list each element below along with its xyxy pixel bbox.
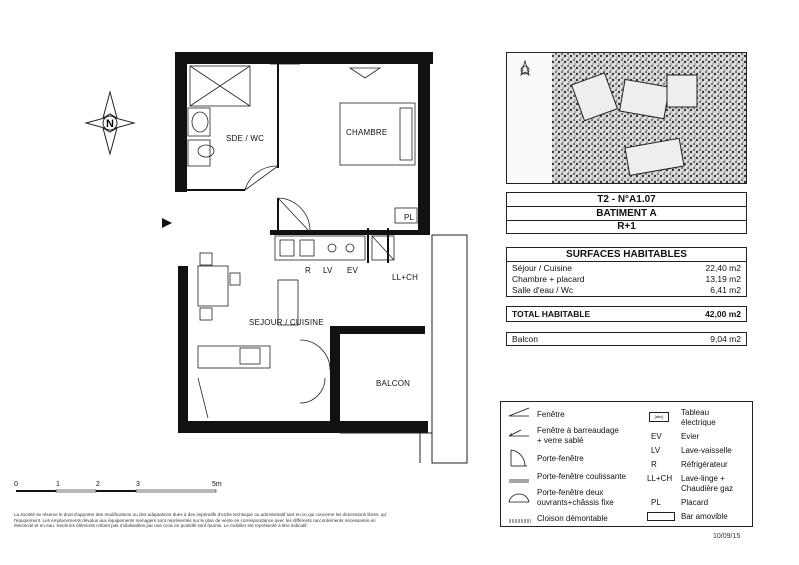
disclaimer-line: l'équipement. Les emplacements dévolus aux équipements ménagers sont représentés sur le plan de vente en correspondance avec les différents raccordements nécessaires en bbox=[14, 517, 376, 523]
removable-bar-icon bbox=[647, 512, 675, 521]
balcon-label: Balcon bbox=[512, 334, 538, 344]
total-label: TOTAL HABITABLE bbox=[512, 309, 591, 319]
sofa bbox=[198, 346, 270, 418]
legend-code: R bbox=[651, 460, 657, 469]
site-map bbox=[506, 52, 747, 184]
surface-value: 13,19 m2 bbox=[705, 274, 741, 284]
bathroom-fixtures bbox=[188, 108, 214, 166]
entrance-arrow-icon bbox=[162, 218, 172, 228]
aerial-photo-icon bbox=[507, 53, 747, 184]
room-label-sejour-cuisine: SEJOUR / CUISINE bbox=[249, 318, 324, 327]
room-label-r: R bbox=[305, 266, 311, 275]
scale-tick-3: 3 bbox=[136, 481, 140, 488]
legend-label: Réfrigérateur bbox=[681, 460, 728, 469]
balcon-row bbox=[507, 334, 746, 344]
barred-window-icon bbox=[509, 430, 529, 436]
plan-date: 10/09/15 bbox=[713, 533, 741, 540]
room-label-sde-wc: SDE / WC bbox=[226, 134, 265, 143]
disclaimer bbox=[14, 512, 494, 529]
legend-symbols bbox=[507, 406, 533, 526]
surfaces-header: SURFACES HABITABLES bbox=[507, 249, 746, 262]
info-title: T2 - N°A1.07 bbox=[507, 194, 746, 207]
window-icon bbox=[509, 408, 529, 416]
french-window-icon bbox=[511, 450, 527, 466]
scale-tick-5m: 5m bbox=[212, 481, 222, 488]
room-label-ev: EV bbox=[347, 266, 359, 275]
room-label-pl: PL bbox=[404, 213, 415, 222]
legend-label: ouvrants+châssis fixe bbox=[537, 498, 614, 507]
double-french-window-icon bbox=[509, 494, 529, 502]
surface-label: Séjour / Cuisine bbox=[512, 263, 573, 273]
disclaimer-line: électricité et en eau. Seuls les éléments n'étant pas mobilisables par une croix en pointillé sont fournis. Le mobilier est représenté à titre indicatif. bbox=[14, 523, 308, 529]
scale-tick-2: 2 bbox=[96, 481, 100, 488]
legend-label: Porte-fenêtre deux bbox=[537, 488, 604, 497]
balcon-box bbox=[506, 332, 747, 346]
surface-label: Chambre + placard bbox=[512, 274, 585, 284]
legend-label: Evier bbox=[681, 432, 700, 441]
sliding-door-icon bbox=[509, 480, 529, 482]
legend-label: Tableau bbox=[681, 408, 710, 417]
doors bbox=[245, 68, 380, 403]
scale-tick-1: 1 bbox=[56, 481, 60, 488]
legend-box bbox=[500, 401, 753, 527]
dining-table bbox=[198, 253, 298, 325]
compass bbox=[82, 88, 138, 158]
surface-row bbox=[507, 274, 746, 284]
room-label-llch: LL+CH bbox=[392, 273, 419, 282]
legend-label: Cloison démontable bbox=[537, 514, 608, 523]
scale-bar bbox=[12, 480, 232, 494]
info-floor: R+1 bbox=[617, 221, 636, 232]
legend-label: Porte-fenêtre coulissante bbox=[537, 472, 626, 481]
surface-value: 6,41 m2 bbox=[710, 285, 741, 295]
legend-label: Placard bbox=[681, 498, 709, 507]
room-label-lv: LV bbox=[323, 266, 333, 275]
shower bbox=[190, 66, 250, 106]
surfaces-box bbox=[506, 247, 747, 297]
legend-code: PL bbox=[651, 498, 661, 507]
legend-label: Porte-fenêtre bbox=[537, 454, 584, 463]
room-label-chambre: CHAMBRE bbox=[346, 128, 388, 137]
legend-label: Lave-vaisselle bbox=[681, 446, 732, 455]
total-row bbox=[507, 309, 746, 319]
surface-value: 22,40 m2 bbox=[705, 263, 741, 273]
legend-code: EV bbox=[651, 432, 662, 441]
info-building: BATIMENT A bbox=[507, 207, 746, 221]
surface-row bbox=[507, 263, 746, 273]
total-value: 42,00 m2 bbox=[705, 309, 741, 319]
surface-label: Salle d'eau / Wc bbox=[512, 285, 574, 295]
surface-row bbox=[507, 285, 746, 295]
legend-label: Fenêtre à barreaudage bbox=[537, 426, 619, 435]
total-box bbox=[506, 306, 747, 322]
legend-code: LV bbox=[651, 446, 661, 455]
legend-label: + verre sablé bbox=[537, 436, 584, 445]
legend-label: Chaudière gaz bbox=[681, 484, 734, 493]
room-label-balcon: BALCON bbox=[376, 379, 411, 388]
removable-partition-icon bbox=[509, 520, 531, 522]
legend-label: Fenêtre bbox=[537, 410, 565, 419]
balcon-value: 9,04 m2 bbox=[710, 334, 741, 344]
kitchen bbox=[275, 236, 394, 260]
legend-label: électrique bbox=[681, 418, 716, 427]
info-box bbox=[506, 192, 747, 234]
disclaimer-line: La société se réserve le droit d'apporter des modifications ou des adaptations dues à des impératifs d'ordre technique ou administratif tant en ce qui concerne les dimensions libres, qu' bbox=[14, 512, 387, 517]
floor-plan bbox=[150, 48, 470, 468]
compass-letter: N bbox=[106, 118, 114, 130]
legend-code: LL+CH bbox=[647, 474, 673, 483]
legend-label: Lave-linge + bbox=[681, 474, 725, 483]
scale-tick-0: 0 bbox=[14, 481, 18, 488]
legend-label: Bar amovible bbox=[681, 512, 728, 521]
electrical-panel-icon: [abc] bbox=[649, 412, 669, 422]
